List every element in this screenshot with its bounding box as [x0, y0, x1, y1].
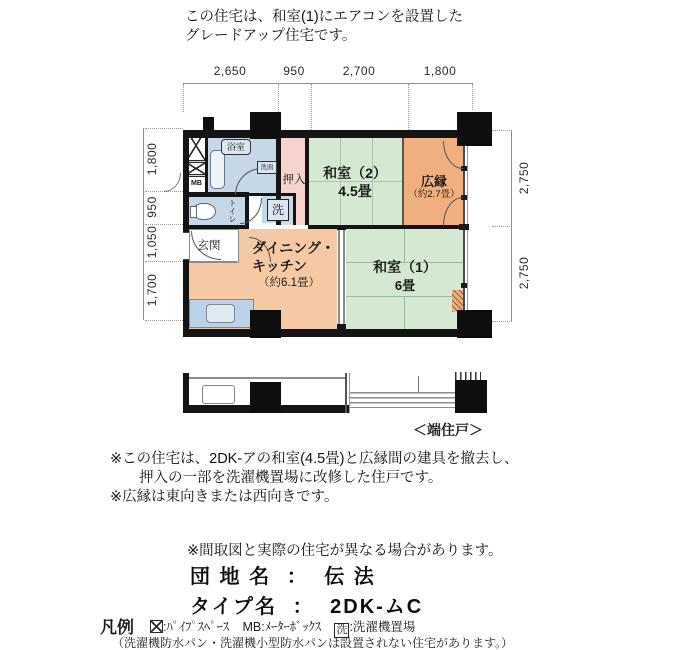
wall [337, 225, 346, 230]
wall-line [345, 373, 347, 413]
column [457, 310, 492, 338]
fusuma-line [343, 229, 345, 329]
hatch-marks [455, 372, 481, 380]
extension-line [492, 226, 512, 227]
dk-label-line2: キッチン [252, 258, 308, 274]
extension-line [492, 130, 512, 131]
estate-name-label: 団 地 名 [190, 566, 272, 588]
toilet-tank-icon [190, 206, 197, 218]
extension-line [183, 84, 184, 112]
estate-separator: ： [286, 566, 309, 588]
door-arc [164, 173, 181, 192]
unit-position-label: ＜端住戸＞ [413, 422, 483, 438]
washstand-label: 洗面 [257, 161, 277, 174]
estate-name-row [190, 560, 376, 589]
dimension-line-top [183, 83, 473, 84]
toilet-label: トイレ [228, 199, 237, 223]
meter-box [187, 176, 206, 193]
veranda-label: 広縁 [420, 174, 447, 189]
wall [308, 225, 464, 229]
dim-left-3: 1,050 [145, 225, 159, 259]
wall [205, 132, 208, 192]
header-note-line2: グレードアップ住宅です。 [185, 28, 357, 44]
dim-left-4: 1,700 [145, 273, 159, 307]
window-wall [463, 132, 465, 335]
laundry-symbol-icon: 洗 [336, 624, 348, 636]
dim-top-1: 2,650 [213, 64, 247, 78]
remodel-note-line2: 押入の一部を洗濯機置場に改修した住戸です。 [139, 470, 443, 486]
column [250, 112, 281, 139]
estate-name-value: 伝 法 [324, 566, 376, 588]
wall [183, 329, 470, 337]
entrance-step-line [189, 261, 237, 262]
dk-size: （約6.1畳） [258, 277, 320, 289]
japanese-room1-label: 和室（1） [373, 259, 437, 275]
dim-left-1: 1,800 [145, 142, 159, 176]
meter-box-label: MB [191, 180, 202, 187]
dim-right-1: 2,750 [517, 161, 531, 195]
wall-line [189, 377, 347, 379]
japanese-room1-size: 6畳 [394, 278, 416, 293]
extension-line [472, 84, 473, 110]
extension-line [145, 320, 183, 321]
veranda-size: （約2.7畳） [408, 189, 460, 200]
legend-title: 凡例 [100, 618, 134, 637]
column [203, 117, 214, 130]
legend-note: （洗濯機防水パン・洗濯機小型防水パンは設置されない住宅があります。） [112, 636, 514, 650]
window-wall [467, 138, 468, 330]
extension-line [492, 321, 512, 322]
wall [293, 193, 296, 225]
closet-label: 押入 [282, 174, 306, 186]
tatami-line [346, 296, 464, 297]
wall-line [418, 376, 419, 393]
kitchen-sink-icon [206, 304, 235, 323]
remodel-note-line1: ※この住宅は、2DK-アの和室(4.5畳)と広縁間の建具を撤去し、 [110, 451, 519, 467]
disclaimer: ※間取図と実際の住宅が異なる場合があります。 [187, 543, 503, 559]
entrance-label: 玄関 [197, 240, 221, 252]
extension-line [145, 128, 183, 129]
balcony-lines [350, 392, 457, 408]
dim-top-4: 1,800 [423, 64, 457, 78]
wall [337, 324, 346, 329]
type-name-value: 2DK-ムC [330, 596, 424, 618]
wall [183, 130, 470, 138]
tatami-line [404, 296, 405, 329]
pipe-space-icon [150, 620, 163, 633]
type-name-label: タイプ名 [190, 596, 277, 618]
extension-line [408, 84, 409, 134]
column [455, 380, 487, 413]
column [250, 310, 281, 338]
bathroom-label: 浴室 [221, 139, 251, 155]
entrance-door-opening [183, 232, 189, 260]
dimension-line-left [143, 128, 144, 320]
dim-right-2: 2,750 [517, 256, 531, 290]
wall [183, 225, 249, 229]
legend-laundry: :洗濯機置場 [349, 620, 416, 634]
japanese-room2-size: 4.5畳 [338, 183, 372, 199]
type-separator: ： [292, 596, 315, 618]
dim-top-3: 2,700 [342, 64, 376, 78]
bathtub-icon [210, 150, 225, 189]
legend-meter-box: MB:ﾒｰﾀｰﾎﾞｯｸｽ [242, 620, 321, 634]
japanese-room2-label: 和室（2） [323, 165, 387, 181]
fusuma-line [338, 229, 340, 329]
legend-pipe-space: :ﾊﾟｲﾌﾟｽﾍﾟｰｽ [163, 620, 229, 634]
dk-label-line1: ダイニング・ [252, 240, 335, 256]
pipe-space-icon [186, 162, 206, 175]
dim-left-2: 950 [145, 196, 159, 218]
laundry-label: 洗 [267, 199, 289, 221]
remodel-note-line3: ※広縁は東向きまたは西向きです。 [110, 489, 339, 505]
column [250, 382, 281, 413]
fixture-icon [202, 385, 235, 404]
dim-top-2: 950 [283, 64, 305, 78]
header-note-line1: この住宅は、和室(1)にエアコンを設置した [185, 9, 463, 25]
extension-line [311, 84, 312, 134]
type-name-row [190, 590, 423, 619]
